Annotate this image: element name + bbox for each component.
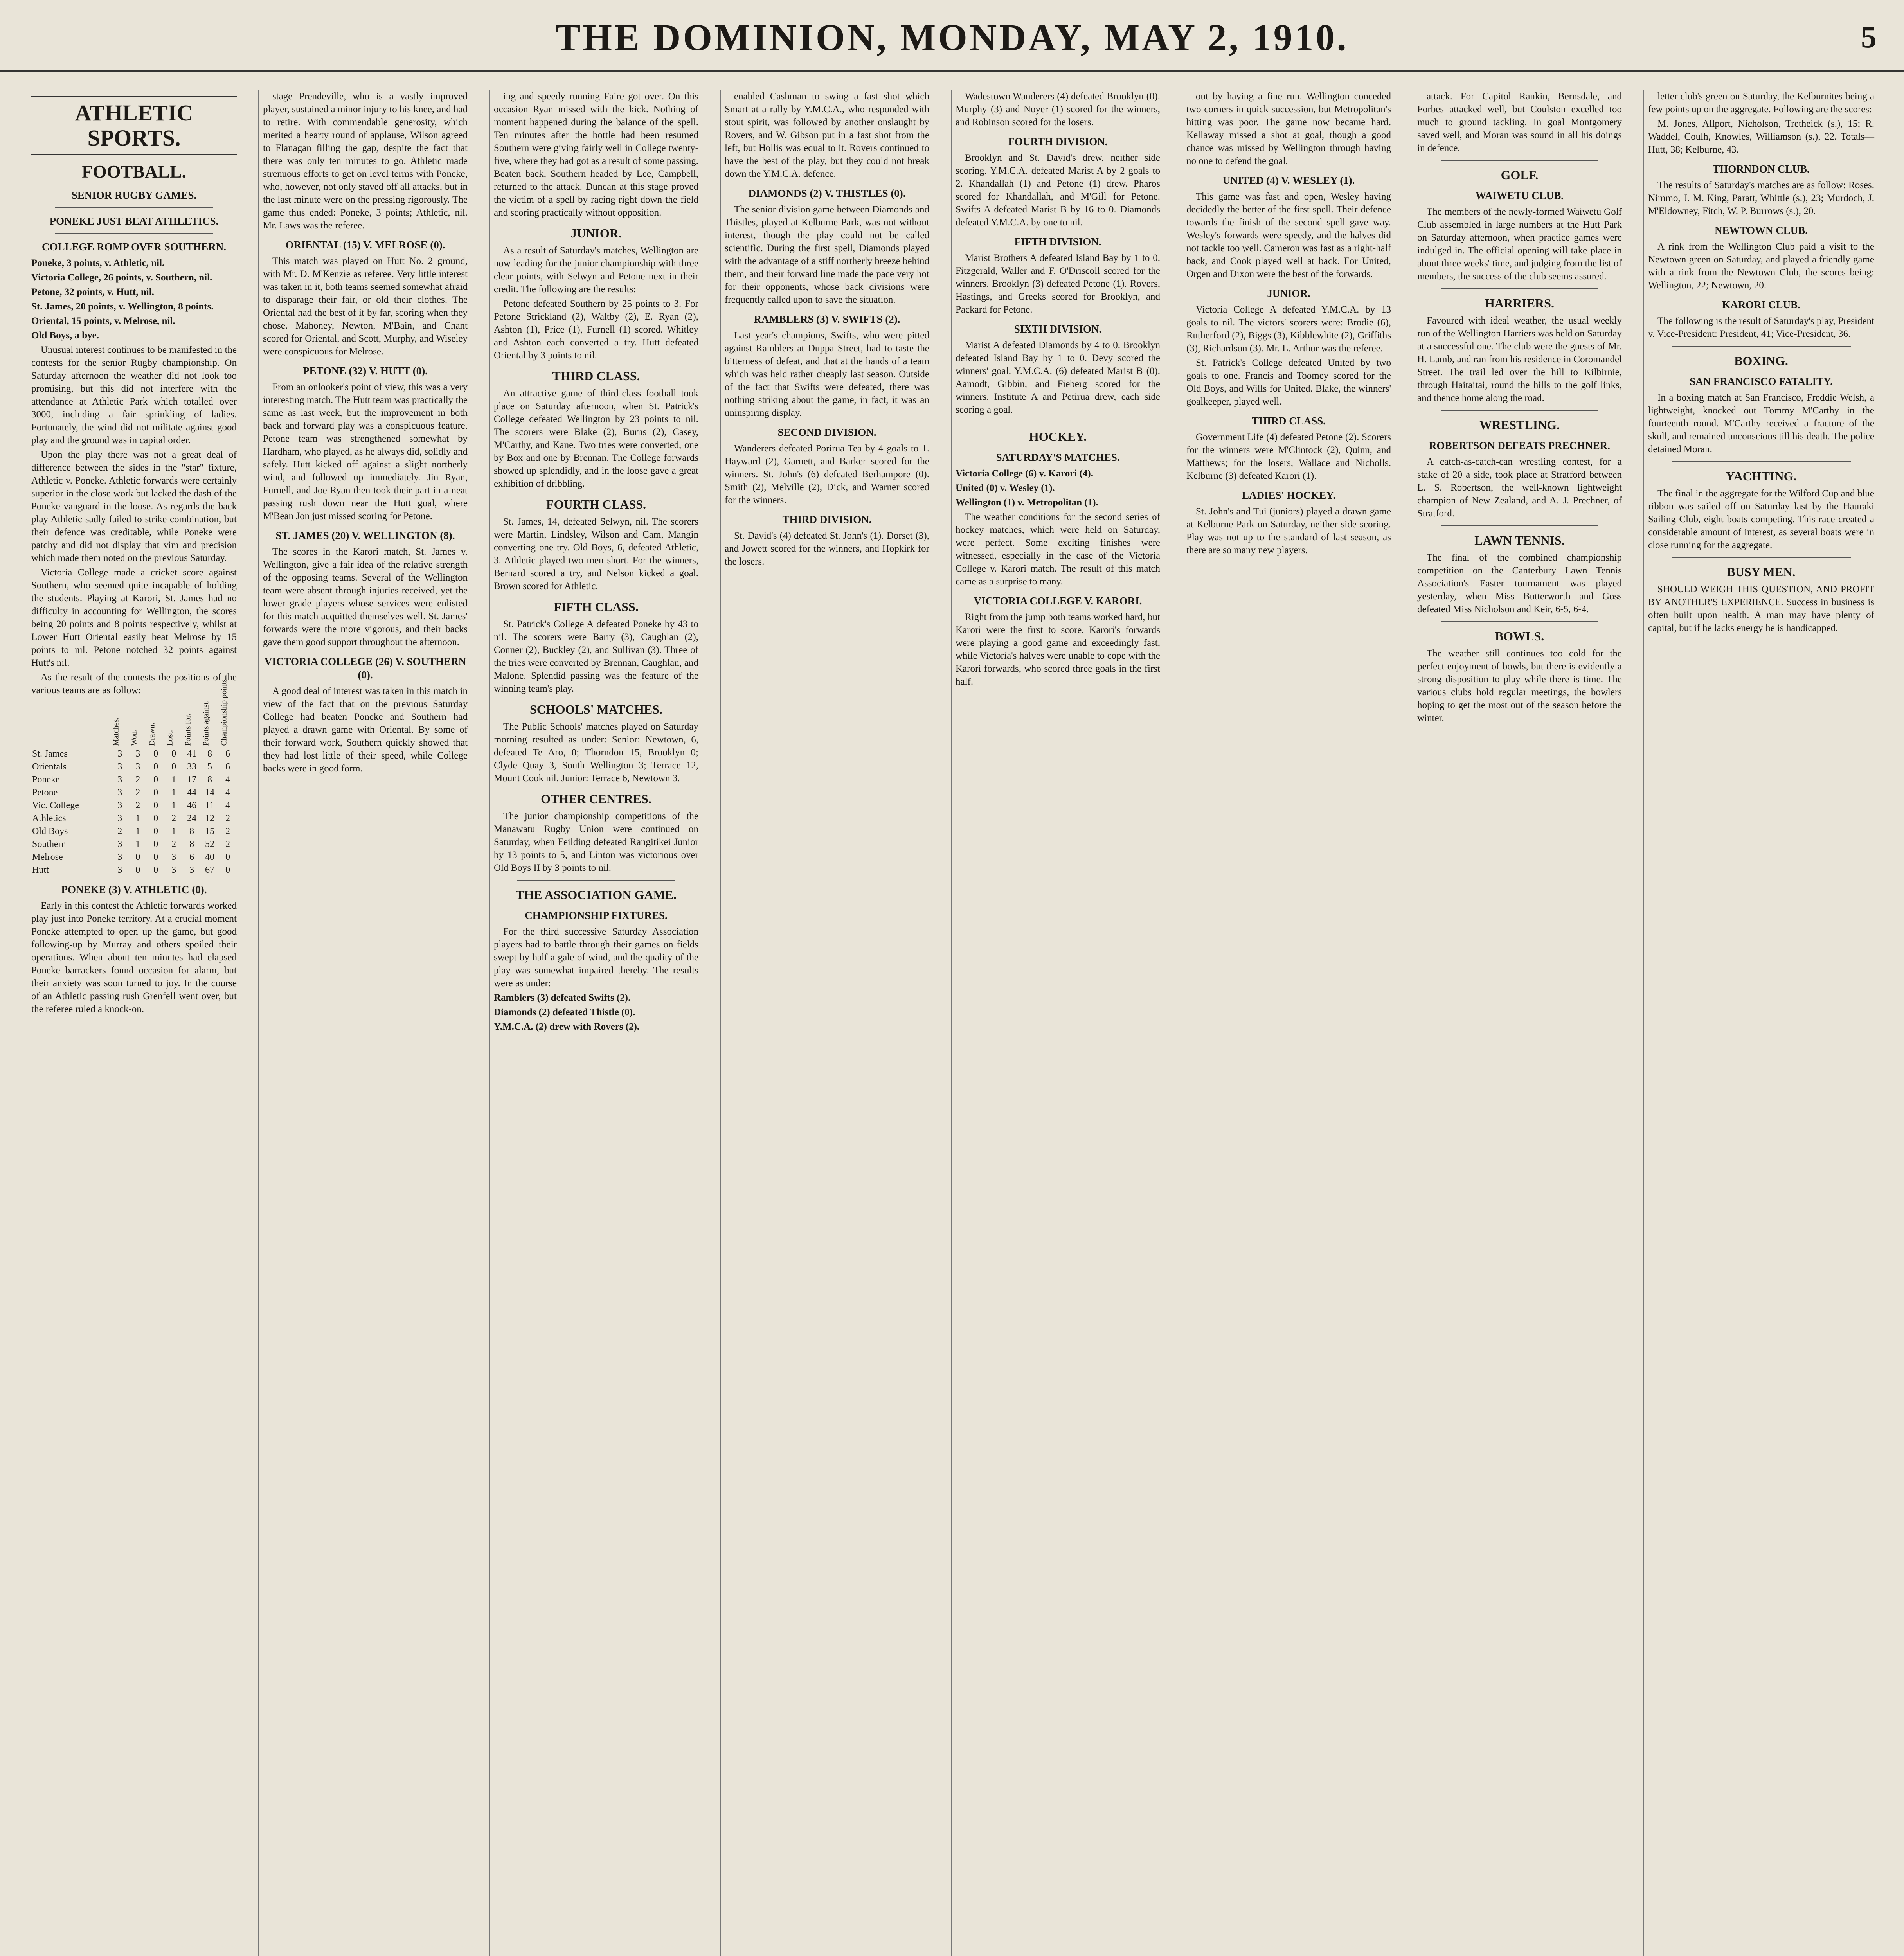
paragraph: Victoria College A defeated Y.M.C.A. by 13 goals to nil. The victors' scorers were: Brodie (6), Rutherford (2), Biggs (3), Kibblewhite (2), Griffiths (3), Richardson (3). Mr. L. Arthur was the referee. bbox=[1186, 304, 1391, 354]
divider bbox=[1441, 160, 1598, 161]
table-cell: 44 bbox=[187, 787, 197, 798]
table-cell: 1 bbox=[171, 800, 176, 811]
table-cell: Petone bbox=[32, 787, 58, 798]
result-line: Ramblers (3) defeated Swifts (2). bbox=[494, 992, 631, 1003]
table-cell: 3 bbox=[117, 813, 122, 823]
table-row bbox=[31, 786, 237, 799]
table-cell: 0 bbox=[153, 865, 158, 875]
column-header: Lost. bbox=[166, 730, 175, 746]
section-heading: YACHTING. bbox=[1726, 469, 1797, 483]
table-cell: 3 bbox=[117, 775, 122, 785]
headline: THIRD DIVISION. bbox=[782, 514, 872, 525]
divider bbox=[1672, 557, 1851, 558]
column-5 bbox=[951, 90, 1164, 1956]
headline: KARORI CLUB. bbox=[1722, 299, 1800, 311]
table-cell: 4 bbox=[225, 787, 230, 798]
table-cell: Orientals bbox=[32, 762, 67, 772]
paragraph: St. Patrick's College A defeated Poneke by 43 to nil. The scorers were Barry (3), Caughlan (2), Conner (2), Buckley (2), and Sullivan (3). Three of the tries were converted by Brennan, Caughlan, and Malone. Splendid passing was the feature of the winning team's play. bbox=[494, 619, 698, 694]
paragraph: A good deal of interest was taken in this match in view of the fact that on the previous Saturday College had beaten Poneke and Southern had played a drawn game with Oriental. By some of their forward work, Southern quickly showed that they had lost little of their speed, while College backs were in good form. bbox=[263, 686, 468, 774]
table-cell: 0 bbox=[153, 787, 158, 798]
paragraph: The final of the combined championship competition on the Canterbury Lawn Tennis Association's Easter tournament was played yesterday, when Miss Butterworth and Goss defeated Miss Nicholson and Keir, 6-5, 6-4. bbox=[1417, 552, 1622, 615]
page-title: THE DOMINION, MONDAY, MAY 2, 1910. bbox=[555, 16, 1349, 58]
column-1 bbox=[27, 90, 241, 1956]
paragraph: Unusual interest continues to be manifested in the contests for the senior Rugby championship. On Saturday afternoon the weather did not look too promising, but this did not interfere with the attendance at Athletic Park which totalled over 3000, including a fair sprinkling of ladies. Fortunately, the wind did not militate against good play and the ground was in capital order. bbox=[31, 345, 237, 446]
column-7 bbox=[1413, 90, 1626, 1956]
subheading: ROBERTSON DEFEATS PRECHNER. bbox=[1429, 440, 1610, 451]
headline: JUNIOR. bbox=[570, 226, 622, 240]
paragraph: The senior division game between Diamonds and Thistles, played at Kelburne Park, was not without interest, though the play could not be called scientific. During the first spell, Diamonds played with the advantage of a stiff northerly breeze behind them, and their forward line made the pace very hot for their opponents, whose back divisions were frequently called upon to save the situation. bbox=[725, 204, 929, 305]
result-line: United (0) v. Wesley (1). bbox=[956, 483, 1055, 493]
section-heading: BUSY MEN. bbox=[1727, 565, 1796, 579]
table-cell: 6 bbox=[189, 852, 194, 862]
headline: SIXTH DIVISION. bbox=[1014, 323, 1102, 335]
result-line: Y.M.C.A. (2) drew with Rovers (2). bbox=[494, 1021, 640, 1032]
table-cell: 8 bbox=[207, 775, 212, 785]
table-cell: 1 bbox=[171, 826, 176, 836]
result-line: Oriental, 15 points, v. Melrose, nil. bbox=[31, 316, 175, 326]
result-line: Diamonds (2) defeated Thistle (0). bbox=[494, 1007, 635, 1018]
table-cell: 0 bbox=[153, 813, 158, 823]
paragraph: ing and speedy running Faire got over. On this occasion Ryan missed with the kick. Nothing of moment happened during the balance of the spell. Ten minutes after the bottle had been resumed Southern were giving fairly well in College twenty-five, where they had got as a result of some passing. Beaten back, Southern headed by Lee, Campbell, returned to the attack. Duncan at this stage proved the victim of a spell by racing right down the field and scoring practically without opposition. bbox=[494, 91, 698, 218]
headline: COLLEGE ROMP OVER SOUTHERN. bbox=[41, 241, 227, 253]
paragraph: An attractive game of third-class football took place on Saturday afternoon, when St. Patrick's College defeated Wellington by 23 points to nil. The scorers were Blake (2), Burns (2), Casey, M'Carthy, and Kane. Two tries were converted, one by Box and one by Brennan. The College forwards showed up splendidly, and in the loose gave a great exhibition of dribbling. bbox=[494, 388, 698, 489]
paragraph: The results of Saturday's matches are as follow: Roses. Nimmo, J. M. King, Paratt, Whittle (s.), 23; Murdoch, J. M'Eldowney, Fitch, W. P. Burrows (s.), 20. bbox=[1648, 180, 1874, 216]
table-cell: 67 bbox=[205, 865, 215, 875]
table-row bbox=[31, 838, 237, 851]
column-header: Points for. bbox=[184, 714, 193, 746]
section-heading: WRESTLING. bbox=[1479, 418, 1560, 432]
column-8 bbox=[1643, 90, 1878, 1956]
paragraph: Brooklyn and St. David's drew, neither side scoring. Y.M.C.A. defeated Marist A by 2 goals to 2. Khandallah (1) and Petone (1) drew. Pharos scored for Khandallah, and M'Gill for Petone. Swifts A defeated Marist B by 16 to 0. Diamonds defeated Y.M.C.A. by one to nil. bbox=[956, 153, 1160, 228]
paragraph: Wadestown Wanderers (4) defeated Brooklyn (0). Murphy (3) and Noyer (1) scored for the winners, and Robinson scored for the losers. bbox=[956, 91, 1160, 128]
table-cell: 2 bbox=[171, 839, 176, 849]
table-cell: 6 bbox=[225, 762, 230, 772]
paragraph: From an onlooker's point of view, this was a very interesting match. The Hutt team was practically the same as last week, but the improvement in both back and forward play was a conspicuous feature. Petone team was strengthened somewhat by Hardham, who played, as he always did, solidly and safely. Hutt kicked off against a slight northerly wind, and followed up immediately. Jin Ryan, Furnell, and Joe Ryan then took their part in a neat passing rush down near the Hutt goal, where M'Bean Jon just missed scoring for Petone. bbox=[263, 382, 468, 521]
table-cell: 4 bbox=[225, 775, 230, 785]
table-row bbox=[31, 799, 237, 812]
table-cell: 2 bbox=[225, 839, 230, 849]
headline: VICTORIA COLLEGE V. KARORI. bbox=[974, 595, 1142, 607]
headline: THIRD CLASS. bbox=[1251, 415, 1326, 427]
headline: RAMBLERS (3) V. SWIFTS (2). bbox=[754, 313, 900, 325]
table-cell: 41 bbox=[187, 749, 197, 759]
table-cell: 2 bbox=[225, 826, 230, 836]
table-cell: 1 bbox=[171, 787, 176, 798]
table-cell: 5 bbox=[207, 762, 212, 772]
paragraph: As a result of Saturday's matches, Wellington are now leading for the junior championship with three clear points, with Selwyn and Petone next in their credit. The following are the results: bbox=[494, 245, 698, 295]
paragraph: Upon the play there was not a great deal of difference between the sides in the "star" fixture, Athletic v. Poneke. Athletic forwards were certainly superior in the close work but lacked the dash of the Poneke vanguard in the loose. As regards the back play Athletic sadly failed to strike combination, but their defence was creditable, while Poneke were patchy and did not display that vim and precision which made them noted on the previous Saturday. bbox=[31, 449, 237, 563]
result-line: Victoria College, 26 points, v. Southern, nil. bbox=[31, 272, 212, 283]
headline: PONEKE (3) V. ATHLETIC (0). bbox=[61, 884, 207, 895]
table-cell: 2 bbox=[225, 813, 230, 823]
table-cell: 1 bbox=[135, 839, 140, 849]
table-cell: 12 bbox=[205, 813, 215, 823]
table-cell: 1 bbox=[135, 826, 140, 836]
headline: OTHER CENTRES. bbox=[541, 792, 651, 806]
paragraph: The Public Schools' matches played on Saturday morning resulted as under: Senior: Newtown, 6, defeated Te Aro, 0; Thorndon 15, Brooklyn 0; Clyde Quay 3, South Wellington 3; Terrace 12, Mount Cook nil. Junior: Terrace 6, Newtown 3. bbox=[494, 721, 698, 784]
paragraph: The junior championship competitions of the Manawatu Rugby Union were continued on Saturday, when Feilding defeated Rangitikei Junior by 13 points to 5, and Linton was victorious over Old Boys II by 3 points to nil. bbox=[494, 811, 698, 873]
paragraph: As the result of the contests the positions of the various teams are as follow: bbox=[31, 672, 237, 696]
section-heading: ATHLETIC SPORTS. bbox=[31, 96, 237, 155]
paragraph: letter club's green on Saturday, the Kelburnites being a few points up on the aggregate. Following are the scores: bbox=[1648, 91, 1874, 115]
table-cell: 6 bbox=[225, 749, 230, 759]
table-cell: 3 bbox=[189, 865, 194, 875]
paragraph: Last year's champions, Swifts, who were pitted against Ramblers at Duppa Street, had to taste the bitterness of defeat, and that at the hands of a team which was held rather cheaply last season. Outside of the fact that Swifts were defeated, there was nothing striking about the game, in fact, it was an uninspiring display. bbox=[725, 330, 929, 418]
table-cell: 0 bbox=[225, 852, 230, 862]
headline: NEWTOWN CLUB. bbox=[1714, 225, 1808, 236]
table-cell: 1 bbox=[135, 813, 140, 823]
section-heading: THE ASSOCIATION GAME. bbox=[515, 888, 677, 902]
result-line: Old Boys, a bye. bbox=[31, 330, 99, 341]
table-cell: 0 bbox=[171, 762, 176, 772]
table-cell: 2 bbox=[135, 787, 140, 798]
paragraph: The final in the aggregate for the Wilford Cup and blue ribbon was sailed off on Saturday last by the Hauraki Sailing Club, eight boats competing. This race created a considerable amount of interest, as several boats were in close running for the aggregate. bbox=[1648, 488, 1874, 550]
paragraph: Marist A defeated Diamonds by 4 to 0. Brooklyn defeated Island Bay by 1 to 0. Devy scored the winners' goal. Y.M.C.A. (6) defeated Marist B (0). Aamodt, Gibbin, and Fieberg scored for the winners. Institute A and Petirua drew, each side scoring a goal. bbox=[956, 340, 1160, 415]
headline: FOURTH CLASS. bbox=[546, 497, 646, 511]
table-cell: Athletics bbox=[32, 813, 66, 823]
table-cell: 0 bbox=[135, 865, 140, 875]
headline: UNITED (4) V. WESLEY (1). bbox=[1222, 174, 1355, 186]
paragraph: Government Life (4) defeated Petone (2). Scorers for the winners were M'Clintock (2), Quinn, and Matthews; for the losers, Wallace and Nicholls. Kelburne (3) defeated Karori (1). bbox=[1186, 432, 1391, 481]
headline: FIFTH CLASS. bbox=[554, 600, 639, 614]
paragraph: St. Patrick's College defeated United by two goals to one. Francis and Toomey scored for the Old Boys, and Wills for United. Blake, the winners' goalkeeper, played well. bbox=[1186, 358, 1391, 407]
paragraph: Early in this contest the Athletic forwards worked play just into Poneke territory. At a crucial moment Poneke attempted to open up the game, but good following-up by Murray and others spoiled their operations. When about ten minutes had elapsed Poneke barrackers found occasion for alarm, but their anxiety was soon turned to joy. In the course of an Athletic passing rush Grenfell went over, but the referee ruled a knock-on. bbox=[31, 901, 237, 1014]
section-heading: HARRIERS. bbox=[1485, 296, 1554, 310]
table-cell: 8 bbox=[207, 749, 212, 759]
table-cell: 3 bbox=[117, 839, 122, 849]
headline: SECOND DIVISION. bbox=[777, 426, 876, 438]
table-cell: 3 bbox=[117, 800, 122, 811]
paragraph: The following is the result of Saturday's play, President v. Vice-President: President, 41; Vice-President, 36. bbox=[1648, 316, 1874, 339]
table-cell: Poneke bbox=[32, 775, 60, 785]
paragraph: Petone defeated Southern by 25 points to 3. For Petone Strickland (2), Waltby (2), E. Ryan (2), Ashton (1), Price (1), Furnell (1) scored. Whitley and Ashton each converted a try. Hutt defeated Oriental by 3 points to nil. bbox=[494, 298, 698, 361]
page-number: 5 bbox=[1861, 20, 1877, 54]
divider bbox=[1441, 288, 1598, 289]
result-line: Victoria College (6) v. Karori (4). bbox=[956, 468, 1093, 479]
section-heading: BOXING. bbox=[1734, 354, 1788, 368]
table-cell: 15 bbox=[205, 826, 215, 836]
table-cell: 0 bbox=[171, 749, 176, 759]
headline: SCHOOLS' MATCHES. bbox=[529, 702, 663, 716]
table-cell: Vic. College bbox=[32, 800, 79, 811]
paragraph: In a boxing match at San Francisco, Freddie Welsh, a lightweight, knocked out Tommy M'Carthy in the fourteenth round. M'Carthy received a fracture of the skull, and remained unconscious till his death. The police detained Moran. bbox=[1648, 392, 1874, 455]
paragraph: SHOULD WEIGH THIS QUESTION, AND PROFIT BY ANOTHER'S EXPERIENCE. Success in business is often built upon health. A man may have plenty of capital, but if he lacks energy he is handicapped. bbox=[1648, 584, 1874, 633]
section-heading: GOLF. bbox=[1501, 168, 1539, 182]
table-row bbox=[31, 760, 237, 773]
table-cell: Melrose bbox=[32, 852, 63, 862]
result-line: Petone, 32 points, v. Hutt, nil. bbox=[31, 287, 154, 297]
divider bbox=[1441, 410, 1598, 411]
headline: ORIENTAL (15) V. MELROSE (0). bbox=[285, 239, 445, 251]
paragraph: Favoured with ideal weather, the usual weekly run of the Wellington Harriers was held on Saturday at a successful one. The club were the guests of Mr. H. Lamb, and ran from his residence in Coromandel Street. The trail led over the hill to Kilbirnie, through Haitaitai, round the hills to the golf links, and thence home along the road. bbox=[1417, 315, 1622, 403]
paragraph: St. David's (4) defeated St. John's (1). Dorset (3), and Jowett scored for the winners, and Hopkirk for the losers. bbox=[725, 530, 929, 567]
table-cell: 3 bbox=[117, 787, 122, 798]
subheading: SATURDAY'S MATCHES. bbox=[996, 451, 1120, 463]
headline: PETONE (32) V. HUTT (0). bbox=[302, 365, 428, 377]
paragraph: This game was fast and open, Wesley having decidedly the better of the first spell. Their defence towards the finish of the second spell gave way. Wesley's forwards were speedy, and the halves did not tackle too well. Cameron was fast as a right-half back, and Cook played well at back. For United, Orgen and Dixon were the best of the forwards. bbox=[1186, 191, 1391, 279]
table-cell: 0 bbox=[153, 839, 158, 849]
table-cell: 17 bbox=[187, 775, 197, 785]
divider bbox=[1672, 346, 1851, 347]
table-cell: 0 bbox=[153, 852, 158, 862]
table-cell: 4 bbox=[225, 800, 230, 811]
paragraph: St. James, 14, defeated Selwyn, nil. The scorers were Martin, Lindsley, Wilson and Cam, Mangin converting one try. Old Boys, 6, defeated Athletic, 3. Athletic played two men short. For the winners, Bernard scored a try, and Nelson kicked a goal. Brown scored for Athletic. bbox=[494, 516, 698, 591]
table-cell: 40 bbox=[205, 852, 215, 862]
column-header bbox=[31, 701, 111, 748]
column-header: Drawn. bbox=[148, 723, 157, 746]
table-cell: 3 bbox=[117, 852, 122, 862]
paragraph: out by having a fine run. Wellington conceded two corners in quick succession, but Metropolitan's hitting was poor. The game now became hard. Kellaway missed a shot at goal, though a good chance was missed by Wellington through having no one to defend the goal. bbox=[1186, 91, 1391, 166]
subheading: FOOTBALL. bbox=[81, 162, 187, 182]
column-header: Championship points. bbox=[220, 677, 229, 746]
paragraph: stage Prendeville, who is a vastly improved player, sustained a minor injury to his knee, and had to retire. With commendable generosity, which merited a hearty round of applause, Wilson agreed to Flanagan filling the gap, despite the fact that there was only ten minutes to go. Athletic made strenuous efforts to get on level terms with Poneke, who, however, not only staved off all attacks, but in the last minute were on the pressing rigorously. The game thus ended: Poneke, 3 points; Athletic, nil. Mr. Laws was the referee. bbox=[263, 91, 468, 231]
table-cell: 0 bbox=[153, 762, 158, 772]
table-cell: 14 bbox=[205, 787, 215, 798]
paragraph: The members of the newly-formed Waiwetu Golf Club assembled in large numbers at the Hutt Park on Saturday afternoon, when practice games were indulged in. The official opening will take place in about three weeks' time, and judging from the list of members, the success of the club seems assured. bbox=[1417, 207, 1622, 282]
column-4 bbox=[720, 90, 933, 1956]
column-header: Won. bbox=[130, 729, 139, 746]
table-cell: 0 bbox=[153, 826, 158, 836]
result-line: St. James, 20 points, v. Wellington, 8 points. bbox=[31, 301, 214, 312]
table-row bbox=[31, 851, 237, 864]
table-cell: Hutt bbox=[32, 865, 49, 875]
paragraph: A catch-as-catch-can wrestling contest, for a stake of 20 a side, took place at Stratford between L. S. Robertson, the well-known lightweight champion of New Zealand, and A. J. Prechner, of Stratford. bbox=[1417, 457, 1622, 519]
table-cell: 3 bbox=[117, 749, 122, 759]
column-3 bbox=[489, 90, 702, 1956]
section-heading: HOCKEY. bbox=[1029, 430, 1087, 444]
divider bbox=[55, 207, 213, 208]
paragraph: The weather still continues too cold for the perfect enjoyment of bowls, but there is evidently a strong disposition to play while there is time. The various clubs hold regular meetings, the bowlers hoping to get the most out of the season before the winter. bbox=[1417, 648, 1622, 723]
paragraph: The scores in the Karori match, St. James v. Wellington, give a fair idea of the relative strength of the opposing teams. Several of the Wellington team were absent through injuries received, yet the lower grade players whose services were enlisted for this match acquitted themselves well. St. James' forwards were the more vigorous, and their backs gave them good support throughout the afternoon. bbox=[263, 547, 468, 647]
table-cell: 3 bbox=[117, 865, 122, 875]
headline: THIRD CLASS. bbox=[552, 369, 640, 383]
table-row bbox=[31, 825, 237, 838]
headline: FIFTH DIVISION. bbox=[1014, 236, 1101, 248]
paragraph: Wanderers defeated Porirua-Tea by 4 goals to 1. Hayward (2), Garnett, and Barker scored for the winners. St. John's (6) defeated Berhampore (0). Smith (2), Melville (2), Dick, and Warner scored for the winners. bbox=[725, 443, 929, 505]
table-cell: 2 bbox=[135, 800, 140, 811]
paragraph: For the third successive Saturday Association players had to battle through their games on fields swept by half a gale of wind, and the quality of the play was somewhat impaired thereby. The results were as under: bbox=[494, 926, 698, 989]
paragraph: Victoria College made a cricket score against Southern, who seemed quite incapable of holding the students. Playing at Karori, St. James had no difficulty in accounting for Wellington, the scores being 20 points and 8 points respectively, whilst at Lower Hutt Oriental easily beat Melrose by 15 points to nil. Petone notched 32 points against Hutt's nil. bbox=[31, 567, 237, 668]
result-line: Poneke, 3 points, v. Athletic, nil. bbox=[31, 258, 165, 268]
column-header: Matches. bbox=[112, 717, 121, 746]
table-cell: 2 bbox=[117, 826, 122, 836]
table-cell: 0 bbox=[153, 775, 158, 785]
headline: ST. JAMES (20) V. WELLINGTON (8). bbox=[275, 530, 455, 541]
headline: PONEKE JUST BEAT ATHLETICS. bbox=[49, 215, 219, 227]
masthead bbox=[0, 12, 1904, 72]
table-cell: 3 bbox=[171, 852, 176, 862]
table-cell: St. James bbox=[32, 749, 68, 759]
subheading: CHAMPIONSHIP FIXTURES. bbox=[525, 910, 668, 921]
paragraph: M. Jones, Allport, Nicholson, Tretheick (s.), 15; R. Waddel, Coulh, Knowles, Williamson (s.), 22. Totals—Hutt, 38; Kelburne, 43. bbox=[1648, 119, 1874, 155]
table-cell: Old Boys bbox=[32, 826, 68, 836]
column-6 bbox=[1182, 90, 1395, 1956]
table-cell: 3 bbox=[135, 749, 140, 759]
table-cell: 8 bbox=[189, 826, 194, 836]
table-cell: 3 bbox=[117, 762, 122, 772]
table-row bbox=[31, 812, 237, 825]
section-heading: LAWN TENNIS. bbox=[1474, 533, 1565, 547]
divider bbox=[55, 233, 213, 234]
table-cell: 0 bbox=[135, 852, 140, 862]
section-heading: BOWLS. bbox=[1495, 629, 1544, 643]
table-row bbox=[31, 773, 237, 786]
subheading: SAN FRANCISCO FATALITY. bbox=[1690, 376, 1833, 387]
paragraph: A rink from the Wellington Club paid a visit to the Newtown green on Saturday, and played a friendly game with a rink from the Newtown Club, the scores being: Wellington, 22; Newtown, 20. bbox=[1648, 241, 1874, 291]
table-cell: 0 bbox=[153, 749, 158, 759]
headline: THORNDON CLUB. bbox=[1713, 163, 1810, 175]
table-cell: 2 bbox=[171, 813, 176, 823]
table-header-row bbox=[31, 701, 237, 748]
headline: FOURTH DIVISION. bbox=[1008, 136, 1108, 147]
divider bbox=[517, 880, 675, 881]
headline: VICTORIA COLLEGE (26) V. SOUTHERN (0). bbox=[264, 656, 466, 681]
subheading: SENIOR RUGBY GAMES. bbox=[71, 189, 197, 201]
paragraph: Right from the jump both teams worked hard, but Karori were the first to score. Karori's forwards were playing a good game and exceedingly fast, while Victoria's halves were unable to cope with the Karori forwards, who scored three goals in the first half. bbox=[956, 612, 1160, 687]
result-line: Wellington (1) v. Metropolitan (1). bbox=[956, 497, 1098, 508]
headline: DIAMONDS (2) V. THISTLES (0). bbox=[748, 187, 906, 199]
subheading: WAIWETU CLUB. bbox=[1475, 190, 1564, 201]
table-cell: 2 bbox=[135, 775, 140, 785]
table-cell: Southern bbox=[32, 839, 66, 849]
table-cell: 0 bbox=[225, 865, 230, 875]
table-row bbox=[31, 864, 237, 877]
paragraph: This match was played on Hutt No. 2 ground, with Mr. D. M'Kenzie as referee. Very little interest was taken in it, both teams seemed somewhat afraid to disparage their fair, or old their clothes. The Oriental had the best of it by far, scoring when they chose. Mahoney, Newton, M'Bain, and Chant scored for Oriental, and Scott, Murphy, and Wiseley were conspicuous for Melrose. bbox=[263, 256, 468, 357]
table-cell: 11 bbox=[205, 800, 214, 811]
paragraph: attack. For Capitol Rankin, Bernsdale, and Forbes attacked well, but Coulston excelled too much to ground tackling. In goal Montgomery saved well, and Moran was sound in all his doings in defence. bbox=[1417, 91, 1622, 153]
headline: LADIES' HOCKEY. bbox=[1242, 489, 1336, 501]
table-cell: 24 bbox=[187, 813, 197, 823]
table-cell: 8 bbox=[189, 839, 194, 849]
paragraph: St. John's and Tui (juniors) played a drawn game at Kelburne Park on Saturday, neither side scoring. Play was not up to the standard of last season, as there are so many new players. bbox=[1186, 506, 1391, 556]
column-header: Points against. bbox=[202, 700, 211, 746]
table-row bbox=[31, 748, 237, 760]
headline: JUNIOR. bbox=[1267, 288, 1310, 299]
table-cell: 0 bbox=[153, 800, 158, 811]
divider bbox=[1441, 525, 1598, 526]
paragraph: enabled Cashman to swing a fast shot which Smart at a rally by Y.M.C.A., who responded with stout spirit, was followed by another onslaught by Rovers, and W. Gibson put in a fast shot from the left, but Hollis was equal to it. Rovers continued to have the best of the play, but they could not break down the Y.M.C.A. defence. bbox=[725, 91, 929, 179]
divider bbox=[1672, 461, 1851, 462]
table-cell: 3 bbox=[171, 865, 176, 875]
column-2 bbox=[258, 90, 472, 1956]
table-cell: 3 bbox=[135, 762, 140, 772]
table-cell: 52 bbox=[205, 839, 215, 849]
table-cell: 1 bbox=[171, 775, 176, 785]
table-cell: 46 bbox=[187, 800, 197, 811]
paragraph: The weather conditions for the second series of hockey matches, which were held on Saturday, were perfect. Some exciting finishes were witnessed, especially in the case of the Victoria College v. Karori match. The result of this match came as a surprise to many. bbox=[956, 512, 1160, 587]
divider bbox=[1441, 621, 1598, 622]
paragraph: Marist Brothers A defeated Island Bay by 1 to 0. Fitzgerald, Waller and F. O'Driscoll scored for the winners. Brooklyn (3) defeated Petone (1). Rovers, Hastings, and Greeks scored for Brooklyn, and Packard for Petone. bbox=[956, 253, 1160, 315]
table-cell: 33 bbox=[187, 762, 197, 772]
